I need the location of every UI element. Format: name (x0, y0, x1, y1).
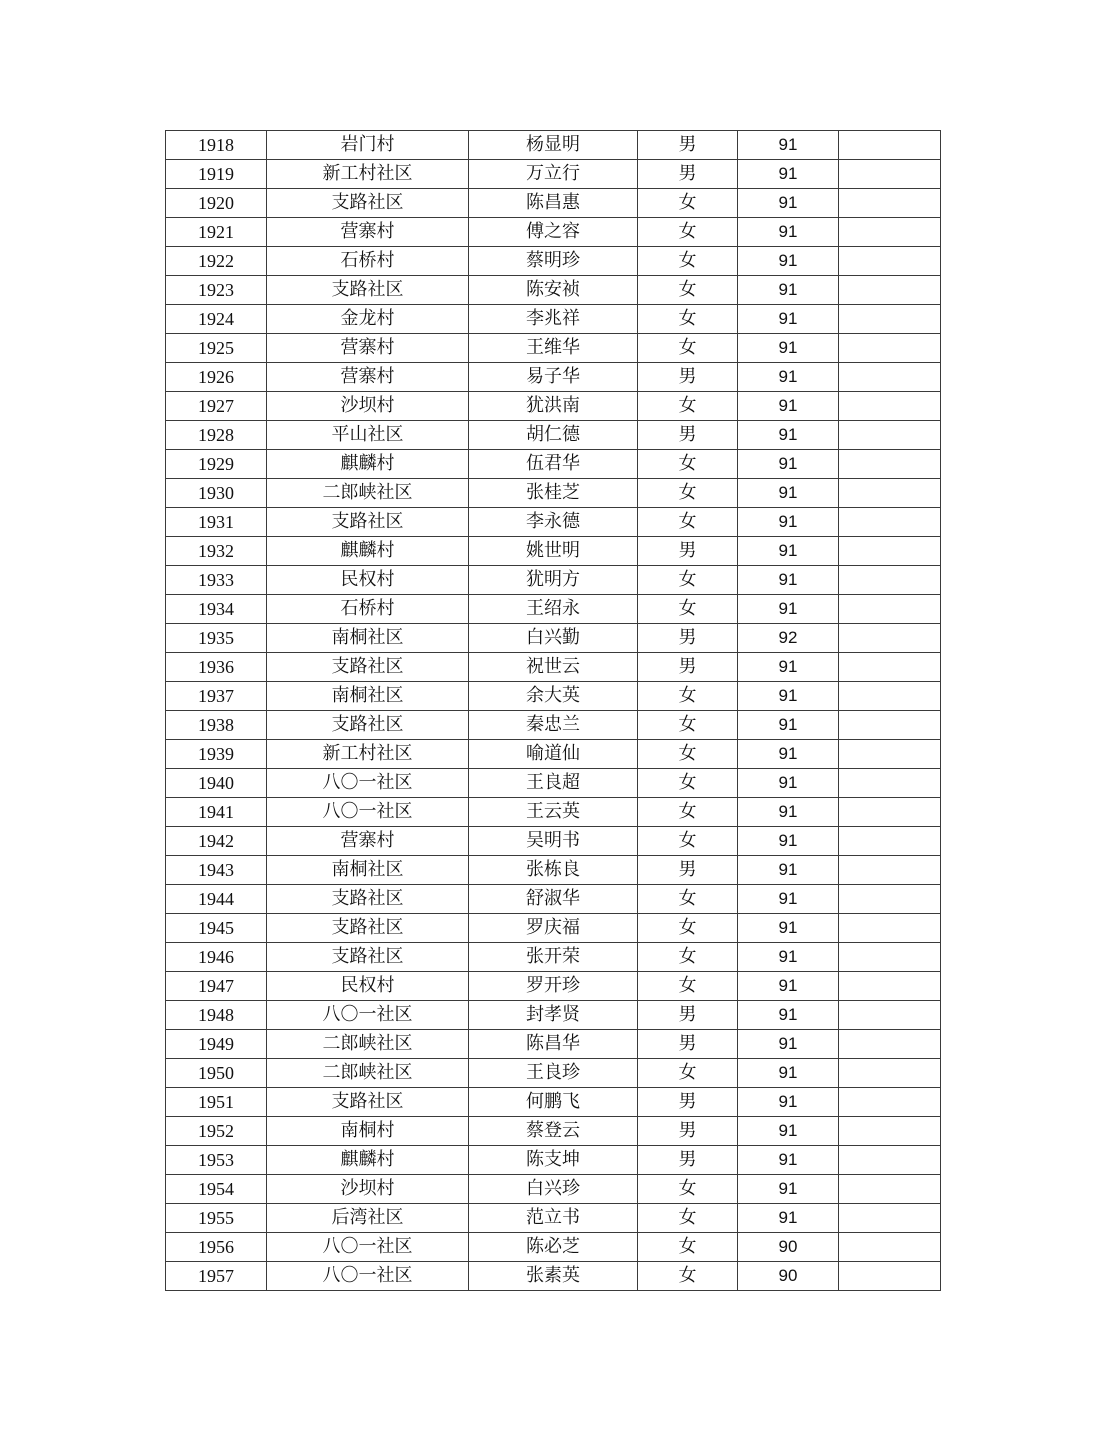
table-row (166, 653, 941, 682)
cell-remark (839, 189, 941, 218)
cell-number: 1941 (166, 798, 267, 827)
cell-community: 支路社区 (267, 508, 469, 537)
table-row (166, 1030, 941, 1059)
cell-community: 支路社区 (267, 276, 469, 305)
cell-remark (839, 1001, 941, 1030)
cell-community: 平山社区 (267, 421, 469, 450)
cell-remark (839, 1030, 941, 1059)
table-row (166, 189, 941, 218)
cell-number: 1937 (166, 682, 267, 711)
table-row (166, 914, 941, 943)
cell-person-name: 蔡登云 (469, 1117, 638, 1146)
cell-number: 1928 (166, 421, 267, 450)
cell-person-name: 白兴珍 (469, 1175, 638, 1204)
cell-community: 八〇一社区 (267, 1233, 469, 1262)
table-row (166, 508, 941, 537)
cell-remark (839, 1146, 941, 1175)
cell-community: 沙坝村 (267, 1175, 469, 1204)
cell-gender: 男 (638, 1030, 738, 1059)
cell-age: 91 (738, 1204, 839, 1233)
cell-community: 石桥村 (267, 247, 469, 276)
cell-number: 1922 (166, 247, 267, 276)
cell-gender: 女 (638, 1175, 738, 1204)
table-row (166, 276, 941, 305)
cell-remark (839, 856, 941, 885)
cell-person-name: 蔡明珍 (469, 247, 638, 276)
cell-gender: 男 (638, 1088, 738, 1117)
cell-remark (839, 1059, 941, 1088)
cell-age: 91 (738, 972, 839, 1001)
cell-remark (839, 943, 941, 972)
cell-community: 沙坝村 (267, 392, 469, 421)
cell-gender: 男 (638, 421, 738, 450)
cell-number: 1940 (166, 769, 267, 798)
cell-remark (839, 392, 941, 421)
cell-number: 1918 (166, 131, 267, 160)
cell-number: 1933 (166, 566, 267, 595)
cell-community: 支路社区 (267, 943, 469, 972)
cell-age: 91 (738, 1001, 839, 1030)
cell-number: 1921 (166, 218, 267, 247)
cell-age: 91 (738, 566, 839, 595)
cell-community: 新工村社区 (267, 740, 469, 769)
cell-age: 91 (738, 189, 839, 218)
cell-community: 支路社区 (267, 711, 469, 740)
cell-age: 91 (738, 305, 839, 334)
cell-gender: 男 (638, 856, 738, 885)
cell-number: 1949 (166, 1030, 267, 1059)
cell-community: 八〇一社区 (267, 798, 469, 827)
cell-community: 南桐社区 (267, 856, 469, 885)
table-row (166, 827, 941, 856)
cell-number: 1946 (166, 943, 267, 972)
table-row (166, 1001, 941, 1030)
cell-person-name: 万立行 (469, 160, 638, 189)
cell-age: 91 (738, 682, 839, 711)
cell-age: 91 (738, 363, 839, 392)
cell-remark (839, 218, 941, 247)
cell-remark (839, 914, 941, 943)
table-row (166, 1146, 941, 1175)
cell-age: 90 (738, 1233, 839, 1262)
cell-remark (839, 769, 941, 798)
cell-community: 新工村社区 (267, 160, 469, 189)
cell-remark (839, 363, 941, 392)
cell-gender: 男 (638, 1117, 738, 1146)
cell-person-name: 封孝贤 (469, 1001, 638, 1030)
cell-gender: 女 (638, 595, 738, 624)
cell-remark (839, 247, 941, 276)
cell-age: 90 (738, 1262, 839, 1291)
cell-gender: 女 (638, 711, 738, 740)
cell-remark (839, 624, 941, 653)
cell-remark (839, 334, 941, 363)
cell-person-name: 王良超 (469, 769, 638, 798)
cell-gender: 女 (638, 218, 738, 247)
cell-gender: 女 (638, 827, 738, 856)
cell-age: 91 (738, 160, 839, 189)
cell-number: 1943 (166, 856, 267, 885)
table-row (166, 305, 941, 334)
cell-person-name: 王绍永 (469, 595, 638, 624)
cell-gender: 男 (638, 160, 738, 189)
table-row (166, 421, 941, 450)
cell-community: 二郎峡社区 (267, 1030, 469, 1059)
table-row (166, 972, 941, 1001)
cell-gender: 女 (638, 392, 738, 421)
cell-number: 1936 (166, 653, 267, 682)
cell-number: 1920 (166, 189, 267, 218)
cell-number: 1924 (166, 305, 267, 334)
cell-remark (839, 740, 941, 769)
cell-number: 1919 (166, 160, 267, 189)
cell-number: 1957 (166, 1262, 267, 1291)
cell-gender: 女 (638, 247, 738, 276)
table-row (166, 856, 941, 885)
cell-remark (839, 595, 941, 624)
cell-gender: 男 (638, 624, 738, 653)
cell-person-name: 张开荣 (469, 943, 638, 972)
cell-community: 二郎峡社区 (267, 479, 469, 508)
cell-remark (839, 421, 941, 450)
cell-person-name: 胡仁德 (469, 421, 638, 450)
cell-community: 麒麟村 (267, 450, 469, 479)
cell-person-name: 罗庆福 (469, 914, 638, 943)
cell-gender: 女 (638, 798, 738, 827)
cell-number: 1930 (166, 479, 267, 508)
cell-remark (839, 276, 941, 305)
table-row (166, 247, 941, 276)
cell-number: 1942 (166, 827, 267, 856)
table-row (166, 943, 941, 972)
table-row (166, 218, 941, 247)
cell-gender: 女 (638, 450, 738, 479)
cell-gender: 女 (638, 508, 738, 537)
cell-age: 91 (738, 1117, 839, 1146)
cell-person-name: 陈支坤 (469, 1146, 638, 1175)
cell-person-name: 白兴勤 (469, 624, 638, 653)
cell-community: 支路社区 (267, 914, 469, 943)
cell-age: 92 (738, 624, 839, 653)
cell-remark (839, 1117, 941, 1146)
cell-community: 支路社区 (267, 189, 469, 218)
cell-remark (839, 1204, 941, 1233)
table-row (166, 624, 941, 653)
cell-number: 1934 (166, 595, 267, 624)
cell-age: 91 (738, 479, 839, 508)
roster-table (165, 130, 941, 1291)
cell-community: 营寨村 (267, 827, 469, 856)
cell-age: 91 (738, 421, 839, 450)
cell-age: 91 (738, 653, 839, 682)
table-row (166, 798, 941, 827)
cell-community: 麒麟村 (267, 537, 469, 566)
cell-number: 1925 (166, 334, 267, 363)
cell-gender: 女 (638, 276, 738, 305)
cell-gender: 女 (638, 479, 738, 508)
cell-community: 营寨村 (267, 363, 469, 392)
cell-gender: 女 (638, 943, 738, 972)
table-row (166, 1059, 941, 1088)
table-row (166, 1117, 941, 1146)
cell-age: 91 (738, 885, 839, 914)
cell-age: 91 (738, 1030, 839, 1059)
cell-community: 八〇一社区 (267, 1262, 469, 1291)
table-row (166, 769, 941, 798)
cell-remark (839, 537, 941, 566)
table-row (166, 363, 941, 392)
cell-community: 营寨村 (267, 334, 469, 363)
cell-person-name: 李兆祥 (469, 305, 638, 334)
cell-community: 金龙村 (267, 305, 469, 334)
cell-age: 91 (738, 218, 839, 247)
cell-gender: 女 (638, 972, 738, 1001)
cell-number: 1923 (166, 276, 267, 305)
roster-body (166, 131, 941, 1291)
table-row (166, 131, 941, 160)
table-row (166, 1175, 941, 1204)
cell-age: 91 (738, 392, 839, 421)
cell-number: 1956 (166, 1233, 267, 1262)
cell-gender: 男 (638, 1146, 738, 1175)
cell-remark (839, 566, 941, 595)
cell-community: 营寨村 (267, 218, 469, 247)
table-row (166, 566, 941, 595)
cell-gender: 女 (638, 305, 738, 334)
cell-age: 91 (738, 131, 839, 160)
cell-remark (839, 1233, 941, 1262)
cell-gender: 男 (638, 537, 738, 566)
cell-person-name: 姚世明 (469, 537, 638, 566)
cell-age: 91 (738, 798, 839, 827)
cell-person-name: 杨显明 (469, 131, 638, 160)
cell-person-name: 秦忠兰 (469, 711, 638, 740)
cell-age: 91 (738, 1146, 839, 1175)
cell-number: 1938 (166, 711, 267, 740)
cell-community: 民权村 (267, 972, 469, 1001)
cell-community: 支路社区 (267, 653, 469, 682)
cell-number: 1944 (166, 885, 267, 914)
cell-person-name: 陈安祯 (469, 276, 638, 305)
cell-age: 91 (738, 450, 839, 479)
cell-person-name: 王云英 (469, 798, 638, 827)
cell-number: 1953 (166, 1146, 267, 1175)
cell-person-name: 祝世云 (469, 653, 638, 682)
cell-community: 岩门村 (267, 131, 469, 160)
cell-person-name: 张栋良 (469, 856, 638, 885)
cell-gender: 女 (638, 914, 738, 943)
cell-person-name: 陈昌惠 (469, 189, 638, 218)
cell-person-name: 陈必芝 (469, 1233, 638, 1262)
cell-remark (839, 305, 941, 334)
cell-gender: 男 (638, 363, 738, 392)
cell-gender: 女 (638, 334, 738, 363)
cell-age: 91 (738, 508, 839, 537)
cell-age: 91 (738, 943, 839, 972)
cell-remark (839, 885, 941, 914)
table-row (166, 537, 941, 566)
cell-community: 民权村 (267, 566, 469, 595)
cell-number: 1955 (166, 1204, 267, 1233)
cell-age: 91 (738, 1059, 839, 1088)
cell-age: 91 (738, 334, 839, 363)
table-row (166, 1088, 941, 1117)
cell-community: 二郎峡社区 (267, 1059, 469, 1088)
cell-person-name: 傅之容 (469, 218, 638, 247)
cell-person-name: 李永德 (469, 508, 638, 537)
table-row (166, 595, 941, 624)
table-row (166, 885, 941, 914)
cell-number: 1926 (166, 363, 267, 392)
cell-gender: 男 (638, 131, 738, 160)
table-row (166, 682, 941, 711)
cell-community: 八〇一社区 (267, 769, 469, 798)
cell-person-name: 喻道仙 (469, 740, 638, 769)
cell-age: 91 (738, 537, 839, 566)
cell-age: 91 (738, 711, 839, 740)
cell-remark (839, 1175, 941, 1204)
cell-remark (839, 1262, 941, 1291)
cell-gender: 女 (638, 1204, 738, 1233)
cell-community: 南桐社区 (267, 624, 469, 653)
cell-remark (839, 131, 941, 160)
cell-number: 1947 (166, 972, 267, 1001)
cell-number: 1931 (166, 508, 267, 537)
cell-remark (839, 972, 941, 1001)
cell-number: 1954 (166, 1175, 267, 1204)
table-row (166, 479, 941, 508)
cell-gender: 女 (638, 769, 738, 798)
cell-gender: 女 (638, 682, 738, 711)
cell-age: 91 (738, 247, 839, 276)
cell-person-name: 舒淑华 (469, 885, 638, 914)
cell-number: 1952 (166, 1117, 267, 1146)
table-row (166, 450, 941, 479)
cell-gender: 男 (638, 1001, 738, 1030)
cell-remark (839, 479, 941, 508)
cell-number: 1948 (166, 1001, 267, 1030)
cell-person-name: 余大英 (469, 682, 638, 711)
cell-remark (839, 450, 941, 479)
table-row (166, 334, 941, 363)
cell-age: 91 (738, 1088, 839, 1117)
cell-person-name: 张桂芝 (469, 479, 638, 508)
cell-remark (839, 160, 941, 189)
cell-person-name: 犹洪南 (469, 392, 638, 421)
cell-person-name: 王维华 (469, 334, 638, 363)
cell-number: 1945 (166, 914, 267, 943)
cell-person-name: 伍君华 (469, 450, 638, 479)
cell-age: 91 (738, 769, 839, 798)
cell-age: 91 (738, 856, 839, 885)
table-row (166, 740, 941, 769)
cell-gender: 女 (638, 1059, 738, 1088)
cell-remark (839, 508, 941, 537)
cell-age: 91 (738, 827, 839, 856)
cell-remark (839, 798, 941, 827)
cell-person-name: 范立书 (469, 1204, 638, 1233)
cell-person-name: 吴明书 (469, 827, 638, 856)
cell-person-name: 陈昌华 (469, 1030, 638, 1059)
cell-age: 91 (738, 1175, 839, 1204)
cell-community: 后湾社区 (267, 1204, 469, 1233)
cell-number: 1951 (166, 1088, 267, 1117)
cell-person-name: 罗开珍 (469, 972, 638, 1001)
cell-community: 支路社区 (267, 885, 469, 914)
cell-community: 麒麟村 (267, 1146, 469, 1175)
cell-age: 91 (738, 595, 839, 624)
table-row (166, 1262, 941, 1291)
cell-age: 91 (738, 914, 839, 943)
table-row (166, 160, 941, 189)
cell-person-name: 张素英 (469, 1262, 638, 1291)
cell-remark (839, 653, 941, 682)
cell-gender: 女 (638, 740, 738, 769)
cell-number: 1939 (166, 740, 267, 769)
table-row (166, 392, 941, 421)
cell-community: 南桐社区 (267, 682, 469, 711)
cell-person-name: 犹明方 (469, 566, 638, 595)
cell-remark (839, 711, 941, 740)
cell-gender: 女 (638, 189, 738, 218)
cell-number: 1932 (166, 537, 267, 566)
cell-gender: 女 (638, 1262, 738, 1291)
cell-age: 91 (738, 740, 839, 769)
cell-remark (839, 827, 941, 856)
table-row (166, 1233, 941, 1262)
cell-community: 支路社区 (267, 1088, 469, 1117)
cell-number: 1950 (166, 1059, 267, 1088)
cell-gender: 女 (638, 885, 738, 914)
cell-community: 八〇一社区 (267, 1001, 469, 1030)
cell-remark (839, 1088, 941, 1117)
cell-number: 1929 (166, 450, 267, 479)
cell-person-name: 王良珍 (469, 1059, 638, 1088)
cell-number: 1935 (166, 624, 267, 653)
cell-gender: 男 (638, 653, 738, 682)
cell-gender: 女 (638, 1233, 738, 1262)
cell-age: 91 (738, 276, 839, 305)
cell-person-name: 易子华 (469, 363, 638, 392)
cell-person-name: 何鹏飞 (469, 1088, 638, 1117)
cell-number: 1927 (166, 392, 267, 421)
table-row (166, 711, 941, 740)
cell-community: 南桐村 (267, 1117, 469, 1146)
table-row (166, 1204, 941, 1233)
cell-remark (839, 682, 941, 711)
cell-community: 石桥村 (267, 595, 469, 624)
cell-gender: 女 (638, 566, 738, 595)
